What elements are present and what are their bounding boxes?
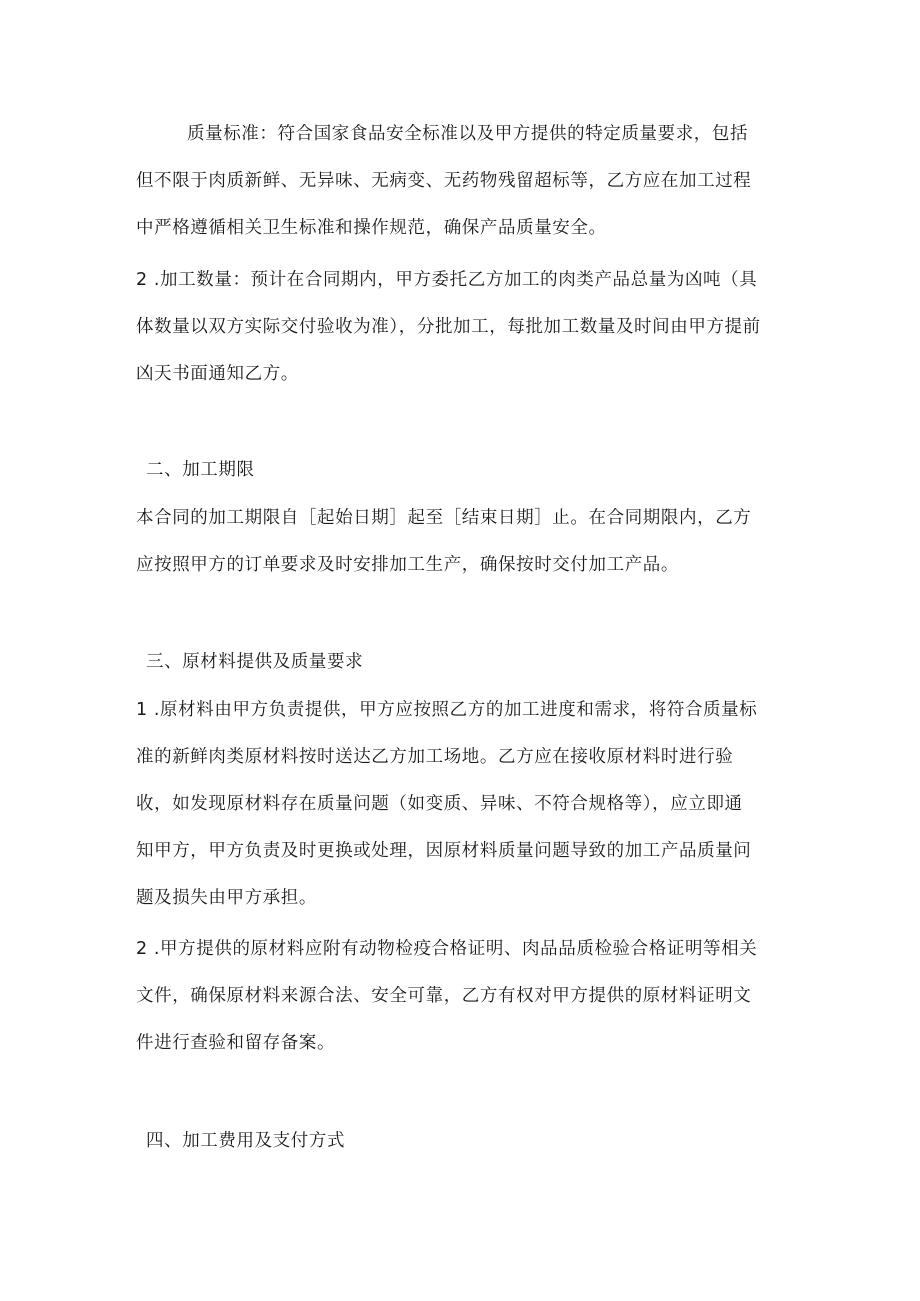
paragraph-line: 质量标准：符合国家食品安全标准以及甲方提供的特定质量要求，包括 (187, 124, 749, 144)
raw-materials-item-2 (136, 926, 786, 1067)
section-heading-processing-period: 二、加工期限 (146, 460, 255, 480)
quantity-paragraph (136, 257, 786, 398)
paragraph-line: 准的新鲜肉类原材料按时送达乙方加工场地。乙方应在接收原材料时进行验 (136, 747, 734, 767)
paragraph-line: 但不限于肉质新鲜、无异味、无病变、无药物残留超标等，乙方应在加工过程 (136, 171, 752, 191)
paragraph-line: 2 .甲方提供的原材料应附有动物检疫合格证明、肉品品质检验合格证明等相关 (136, 939, 758, 959)
section-heading-fees-payment: 四、加工费用及支付方式 (146, 1131, 346, 1151)
paragraph-line: 2 .加工数量：预计在合同期内，甲方委托乙方加工的肉类产品总量为凶吨（具 (136, 270, 758, 290)
paragraph-line: 文件，确保原材料来源合法、安全可靠，乙方有权对甲方提供的原材料证明文 (136, 986, 752, 1006)
paragraph-line: 凶天书面通知乙方。 (136, 364, 299, 384)
paragraph-line: 应按照甲方的订单要求及时安排加工生产，确保按时交付加工产品。 (136, 555, 679, 575)
paragraph-line: 体数量以双方实际交付验收为准），分批加工，每批加工数量及时间由甲方提前 (136, 317, 761, 337)
processing-period-paragraph (136, 495, 786, 589)
paragraph-line: 题及损失由甲方承担。 (136, 888, 317, 908)
paragraph-line: 件进行查验和留存备案。 (136, 1033, 336, 1053)
paragraph-line: 1 .原材料由甲方负责提供，甲方应按照乙方的加工进度和需求，将符合质量标 (136, 700, 758, 720)
quality-standard-paragraph (136, 111, 786, 252)
paragraph-line: 收，如发现原材料存在质量问题（如变质、异味、不符合规格等），应立即通 (136, 794, 743, 814)
section-heading-raw-materials: 三、原材料提供及质量要求 (146, 652, 364, 672)
raw-materials-item-1 (136, 687, 786, 922)
paragraph-line: 本合同的加工期限自［起始日期］起至［结束日期］止。在合同期限内，乙方 (136, 508, 752, 528)
paragraph-line: 知甲方，甲方负责及时更换或处理，因原材料质量问题导致的加工产品质量问 (136, 841, 752, 861)
paragraph-line: 中严格遵循相关卫生标准和操作规范，确保产品质量安全。 (136, 218, 607, 238)
